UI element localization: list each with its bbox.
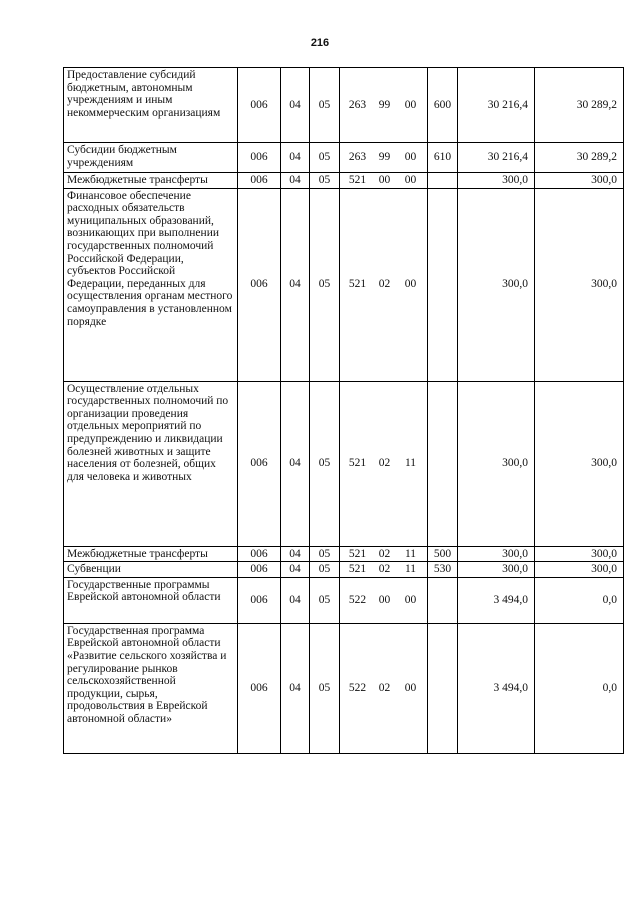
- row-name-cell: Государственная программа Еврейской автономной области «Развитие сельского хозяйства и регулирование рынков сельскохозяйственной продукции, сырья, продовольствия в Еврейской автономной области»: [64, 623, 238, 753]
- target-article-part: 263: [348, 151, 367, 164]
- row-name-cell: Межбюджетные трансферты: [64, 546, 238, 562]
- target-article-part: 99: [378, 151, 391, 164]
- sum-year-1-cell: 300,0: [458, 173, 535, 189]
- section-code-cell: 04: [281, 623, 310, 753]
- target-article-cell: [340, 623, 428, 753]
- target-article-part: 521: [348, 457, 367, 470]
- row-name-cell: Государственные программы Еврейской автономной области: [64, 577, 238, 623]
- section-code-cell: 04: [281, 546, 310, 562]
- target-article-part: 11: [404, 457, 417, 470]
- sum-year-2-cell: 300,0: [535, 188, 624, 381]
- sum-year-1-cell: 30 216,4: [458, 143, 535, 173]
- target-article-cell: [340, 173, 428, 189]
- sum-year-1-cell: 300,0: [458, 188, 535, 381]
- expense-type-cell: 500: [428, 546, 458, 562]
- ministry-code-cell: 006: [238, 143, 281, 173]
- sum-year-2-cell: 300,0: [535, 173, 624, 189]
- target-article-part: 522: [348, 681, 367, 694]
- target-article-part: 00: [378, 593, 391, 606]
- target-article-part: 02: [378, 457, 391, 470]
- table-row: [64, 381, 624, 546]
- target-article-part: 521: [348, 563, 367, 576]
- sum-year-1-cell: 3 494,0: [458, 623, 535, 753]
- sum-year-1-cell: 300,0: [458, 381, 535, 546]
- target-article-part: 00: [404, 151, 417, 164]
- target-article-part: 00: [404, 174, 417, 186]
- row-name-cell: Субсидии бюджетным учреждениям: [64, 143, 238, 173]
- page-number: 216: [310, 37, 330, 49]
- section-code-cell: 04: [281, 68, 310, 143]
- sum-year-2-cell: 0,0: [535, 623, 624, 753]
- table-row: [64, 173, 624, 189]
- table-row: [64, 68, 624, 143]
- table-body: [64, 68, 624, 754]
- target-article-cell: [340, 188, 428, 381]
- subsection-code-cell: 05: [310, 546, 340, 562]
- target-article-part: 02: [378, 681, 391, 694]
- section-code-cell: 04: [281, 577, 310, 623]
- target-article-part: 263: [348, 98, 367, 111]
- target-article-cell: [340, 546, 428, 562]
- subsection-code-cell: 05: [310, 562, 340, 578]
- target-article-cell: [340, 68, 428, 143]
- sum-year-2-cell: 30 289,2: [535, 68, 624, 143]
- target-article-part: 00: [404, 278, 417, 291]
- section-code-cell: 04: [281, 188, 310, 381]
- subsection-code-cell: 05: [310, 188, 340, 381]
- section-code-cell: 04: [281, 173, 310, 189]
- target-article-part: 00: [404, 681, 417, 694]
- sum-year-1-cell: 3 494,0: [458, 577, 535, 623]
- ministry-code-cell: 006: [238, 68, 281, 143]
- table-row: [64, 623, 624, 753]
- target-article-part: 00: [378, 174, 391, 186]
- section-code-cell: 04: [281, 381, 310, 546]
- target-article-cell: [340, 381, 428, 546]
- row-name-cell: Субвенции: [64, 562, 238, 578]
- table-row: [64, 143, 624, 173]
- row-name-cell: Осуществление отдельных государственных полномочий по организации проведения отдельных мероприятий по предупреждению и ликвидации болезней животных и защите населения от болезней, общих для человека и животных: [64, 381, 238, 546]
- target-article-part: 521: [348, 174, 367, 186]
- ministry-code-cell: 006: [238, 623, 281, 753]
- section-code-cell: 04: [281, 562, 310, 578]
- ministry-code-cell: 006: [238, 188, 281, 381]
- ministry-code-cell: 006: [238, 577, 281, 623]
- row-name-cell: Предоставление субсидий бюджетным, автономным учреждениям и иным некоммерческим организациям: [64, 68, 238, 143]
- target-article-part: 99: [378, 98, 391, 111]
- expense-type-cell: 610: [428, 143, 458, 173]
- target-article-cell: [340, 562, 428, 578]
- sum-year-1-cell: 300,0: [458, 546, 535, 562]
- subsection-code-cell: 05: [310, 623, 340, 753]
- target-article-part: 02: [378, 563, 391, 576]
- sum-year-2-cell: 300,0: [535, 381, 624, 546]
- subsection-code-cell: 05: [310, 381, 340, 546]
- target-article-part: 522: [348, 593, 367, 606]
- subsection-code-cell: 05: [310, 577, 340, 623]
- table-row: [64, 577, 624, 623]
- expense-type-cell: [428, 577, 458, 623]
- target-article-part: 00: [404, 593, 417, 606]
- ministry-code-cell: 006: [238, 381, 281, 546]
- row-name-cell: Финансовое обеспечение расходных обязательств муниципальных образований, возникающих при выполнении государственных полномочий Российской Федерации, субъектов Российской Федерации, переданных для осуществления органам местного самоуправления в установленном порядке: [64, 188, 238, 381]
- sum-year-1-cell: 300,0: [458, 562, 535, 578]
- target-article-part: 02: [378, 278, 391, 291]
- target-article-part: 00: [404, 98, 417, 111]
- subsection-code-cell: 05: [310, 143, 340, 173]
- target-article-part: 11: [404, 547, 417, 560]
- target-article-part: 521: [348, 278, 367, 291]
- ministry-code-cell: 006: [238, 173, 281, 189]
- subsection-code-cell: 05: [310, 173, 340, 189]
- table-row: [64, 188, 624, 381]
- ministry-code-cell: 006: [238, 562, 281, 578]
- target-article-part: 521: [348, 547, 367, 560]
- expense-type-cell: [428, 188, 458, 381]
- expense-type-cell: 600: [428, 68, 458, 143]
- ministry-code-cell: 006: [238, 546, 281, 562]
- target-article-cell: [340, 143, 428, 173]
- sum-year-2-cell: 30 289,2: [535, 143, 624, 173]
- budget-table: [63, 67, 624, 754]
- target-article-cell: [340, 577, 428, 623]
- sum-year-2-cell: 300,0: [535, 562, 624, 578]
- expense-type-cell: [428, 623, 458, 753]
- sum-year-1-cell: 30 216,4: [458, 68, 535, 143]
- expense-type-cell: [428, 173, 458, 189]
- sum-year-2-cell: 300,0: [535, 546, 624, 562]
- table-row: [64, 546, 624, 562]
- expense-type-cell: 530: [428, 562, 458, 578]
- row-name-cell: Межбюджетные трансферты: [64, 173, 238, 189]
- target-article-part: 02: [378, 547, 391, 560]
- subsection-code-cell: 05: [310, 68, 340, 143]
- table-row: [64, 562, 624, 578]
- sum-year-2-cell: 0,0: [535, 577, 624, 623]
- target-article-part: 11: [404, 563, 417, 576]
- section-code-cell: 04: [281, 143, 310, 173]
- expense-type-cell: [428, 381, 458, 546]
